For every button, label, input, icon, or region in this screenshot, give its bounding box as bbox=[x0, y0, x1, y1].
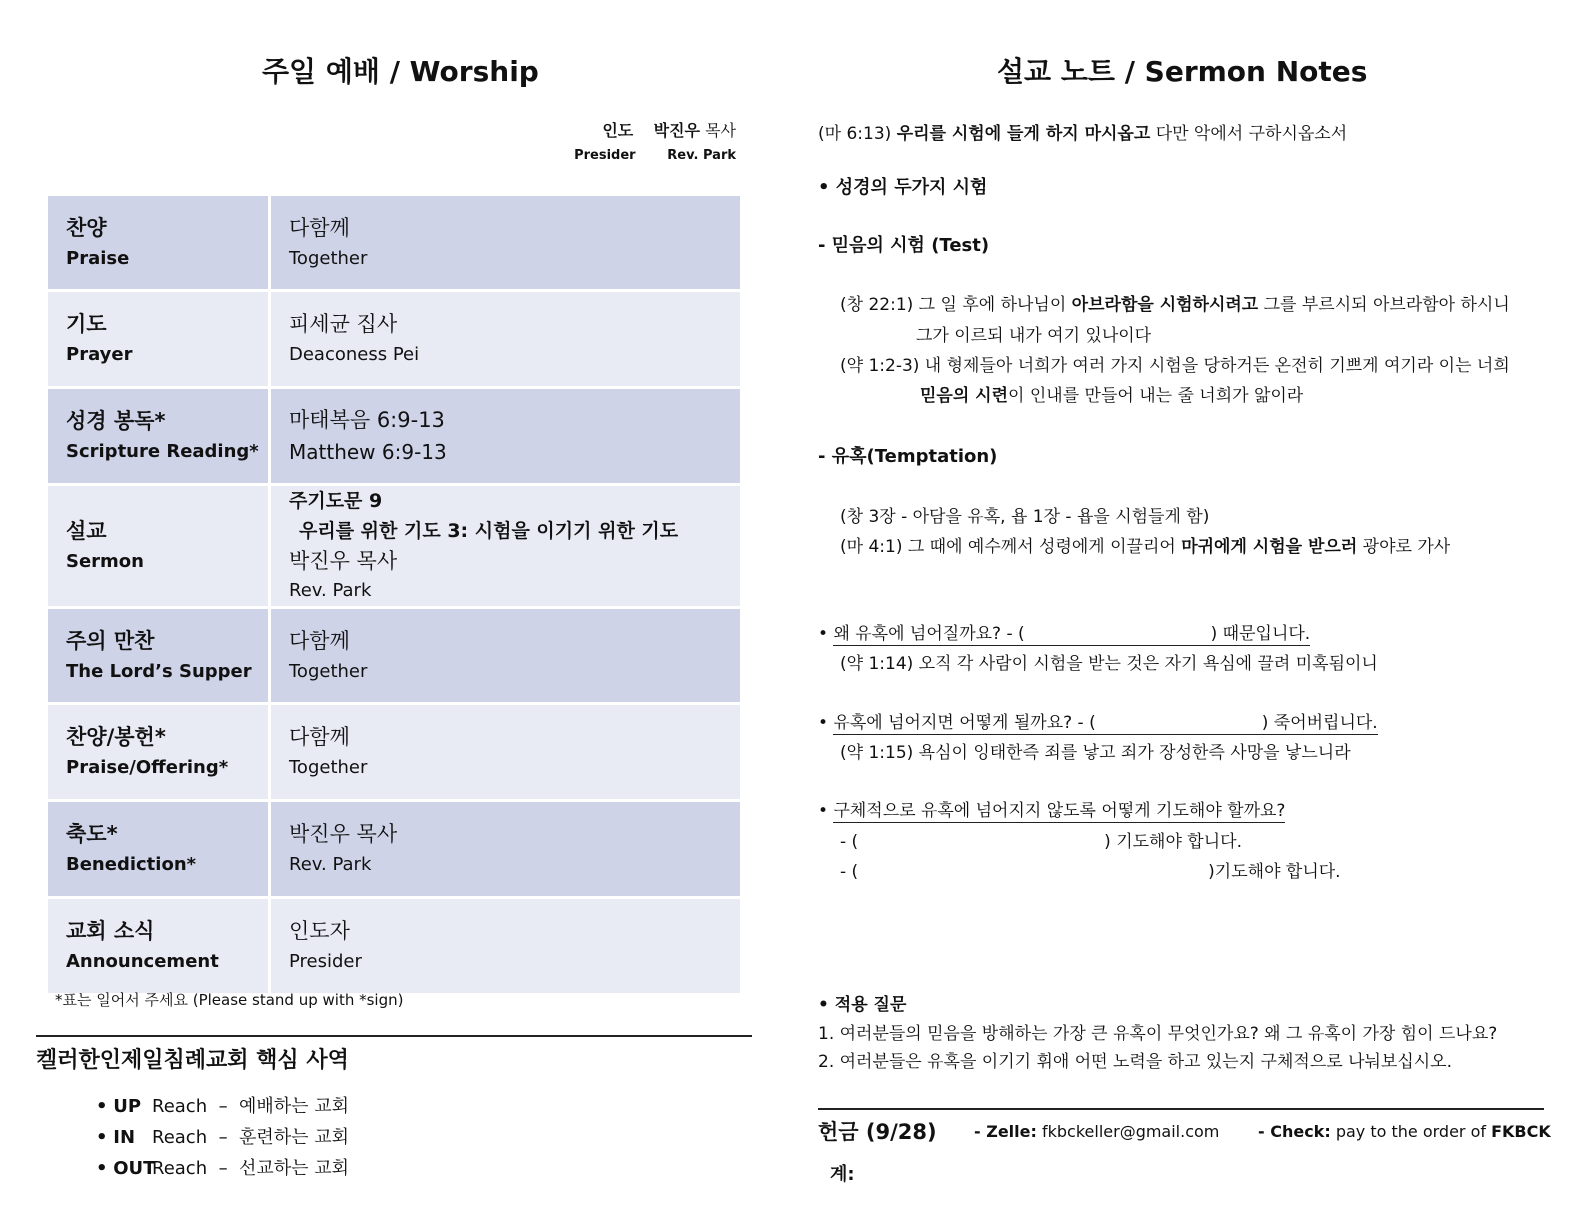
line-text: )기도해야 합니다. bbox=[1208, 862, 1341, 882]
verse-gen3: (창 3장 - 아담을 유혹, 욥 1장 - 욥을 시험들게 함) bbox=[840, 507, 1210, 527]
row-value-ko: 피세균 집사 bbox=[289, 312, 398, 336]
apply-question-2: 2. 여러분들은 유혹을 이기기 휘애 어떤 노력을 하고 있는지 구체적으로 나눠보십시오. bbox=[818, 1052, 1453, 1072]
verse-bold: 마귀에게 시험을 받으러 bbox=[1181, 537, 1358, 557]
bullet: • bbox=[818, 713, 829, 733]
core-desc: 선교하는 교회 bbox=[239, 1158, 350, 1179]
presider-label-ko: 인도 bbox=[602, 121, 634, 140]
row-label-ko: 주의 만찬 bbox=[66, 628, 155, 653]
stand-note: *표는 일어서 주세요 (Please stand up with *sign) bbox=[55, 991, 404, 1009]
row-label-en: Praise bbox=[66, 247, 130, 269]
presider-name-en: Rev. Park bbox=[667, 148, 736, 163]
core-ministry-title: 켈러한인제일침례교회 핵심 사역 bbox=[36, 1048, 349, 1073]
order-row-scripture bbox=[47, 388, 742, 485]
question-how-pray bbox=[818, 796, 1285, 821]
verse-text: 그를 부르시되 아브라함아 하시니 bbox=[1258, 295, 1510, 315]
row-label-en: Scripture Reading* bbox=[66, 441, 259, 462]
core-reach: Reach bbox=[152, 1158, 208, 1179]
offering-zelle bbox=[974, 1122, 1219, 1141]
core-item-out: • OUTReach – 선교하는 교회 bbox=[96, 1158, 350, 1179]
row-value-en: Presider bbox=[289, 951, 362, 972]
question-text: 왜 유혹에 넘어질까요? - ( bbox=[833, 624, 1025, 644]
verse-text: (마 4:1) 그 때에 예수께서 성령에게 이끌리어 bbox=[840, 537, 1182, 557]
row-value-ko: 인도자 bbox=[289, 919, 350, 943]
core-item-in: • IN Reach – 훈련하는 교회 bbox=[96, 1127, 350, 1148]
order-row-sermon bbox=[47, 485, 742, 608]
row-label-ko: 교회 소식 bbox=[66, 919, 155, 943]
question-text: ) 때문입니다. bbox=[1210, 624, 1311, 644]
core-desc: 훈련하는 교회 bbox=[239, 1127, 350, 1148]
row-label-en: Announcement bbox=[66, 951, 219, 972]
offering-title: 헌금 (9/28) bbox=[818, 1120, 937, 1144]
row-value-ko: 다함께 bbox=[289, 215, 350, 240]
core-item-up: • UP Reach – 예배하는 교회 bbox=[96, 1096, 350, 1117]
verse-ref: (마 6:13) bbox=[818, 124, 892, 144]
order-row-prayer bbox=[47, 291, 742, 388]
core-desc: 예배하는 교회 bbox=[239, 1096, 350, 1117]
line-text: - ( bbox=[840, 832, 859, 852]
row-label-ko: 성경 봉독* bbox=[66, 409, 166, 433]
row-value-en: Matthew 6:9-13 bbox=[289, 440, 447, 464]
row-value-ko: 다함께 bbox=[289, 628, 350, 653]
row-label-en: Benediction* bbox=[66, 854, 197, 875]
row-value-en: Together bbox=[289, 757, 368, 778]
heading-temptation: - 유혹(Temptation) bbox=[818, 446, 998, 467]
question-why-fall bbox=[818, 619, 1310, 644]
apply-question-1: 1. 여러분들의 믿음을 방해하는 가장 큰 유혹이 무엇인가요? 왜 그 유혹이 가장 힘이 드나요? bbox=[818, 1024, 1498, 1044]
verse-gen22-cont: 그가 이르되 내가 여기 있나이다 bbox=[916, 326, 1152, 346]
presider-title-ko: 목사 bbox=[705, 121, 736, 140]
presider-sub bbox=[574, 148, 736, 163]
question-what-happens bbox=[818, 708, 1378, 733]
row-label-ko: 찬양/봉헌* bbox=[66, 725, 166, 749]
bullet: • bbox=[818, 801, 829, 821]
verse-jas1-cont bbox=[920, 381, 1303, 406]
presider-line bbox=[602, 118, 736, 141]
bullet-two-tests: • 성경의 두가지 시험 bbox=[818, 177, 988, 198]
sermon-notes-title: 설교 노트 / Sermon Notes bbox=[997, 55, 1368, 88]
core-dash: – bbox=[218, 1096, 228, 1117]
check-text: pay to the order of bbox=[1335, 1122, 1486, 1141]
core-dash: – bbox=[218, 1158, 228, 1179]
core-tag: OUT bbox=[113, 1158, 156, 1179]
core-dash: – bbox=[218, 1127, 228, 1148]
sermon-subtitle: 우리를 위한 기도 3: 시험을 이기기 위한 기도 bbox=[299, 520, 679, 542]
sermon-title: 주기도문 9 bbox=[289, 490, 383, 512]
offering-check bbox=[1258, 1122, 1551, 1141]
presider-label-en: Presider bbox=[574, 148, 636, 163]
row-value-en: Deaconess Pei bbox=[289, 344, 420, 365]
row-value-en: Rev. Park bbox=[289, 580, 372, 601]
core-tag: IN bbox=[113, 1127, 136, 1148]
row-value-ko: 다함께 bbox=[289, 725, 350, 749]
question-text: 구체적으로 유혹에 넘어지지 않도록 어떻게 기도해야 할까요? bbox=[833, 801, 1286, 821]
key-verse bbox=[818, 119, 1347, 144]
row-label-en: Sermon bbox=[66, 551, 144, 572]
verse-bold: 아브라함을 시험하시려고 bbox=[1071, 295, 1259, 315]
line-text: ) 기도해야 합니다. bbox=[1104, 832, 1242, 852]
zelle-email: fkbckeller@gmail.com bbox=[1041, 1122, 1220, 1141]
row-label-ko: 축도* bbox=[66, 822, 118, 846]
row-value-en: Together bbox=[289, 247, 368, 269]
order-of-worship-table bbox=[45, 193, 743, 996]
verse-text: 광야로 가사 bbox=[1357, 537, 1451, 557]
verse-gen22 bbox=[840, 290, 1510, 315]
offering-total-label: 계: bbox=[830, 1164, 855, 1185]
check-payee: FKBCK bbox=[1491, 1122, 1551, 1141]
row-label-en: Praise/Offering* bbox=[66, 757, 229, 778]
verse-text: (창 22:1) 그 일 후에 하나님이 bbox=[840, 295, 1072, 315]
verse-jas1-15: (약 1:15) 욕심이 잉태한즉 죄를 낳고 죄가 장성한즉 사망을 낳느니라 bbox=[840, 743, 1351, 763]
verse-rest: 다만 악에서 구하시옵소서 bbox=[1155, 124, 1348, 144]
question-text: 유혹에 넘어지면 어떻게 될까요? - ( bbox=[833, 713, 1096, 733]
row-label-ko: 설교 bbox=[66, 519, 107, 543]
order-row-lords-supper bbox=[47, 608, 742, 704]
worship-title: 주일 예배 / Worship bbox=[262, 55, 539, 88]
order-row-praise bbox=[47, 195, 742, 291]
core-tag: UP bbox=[113, 1096, 142, 1117]
verse-mt4 bbox=[840, 532, 1450, 557]
presider-name-ko: 박진우 bbox=[653, 121, 700, 140]
zelle-label: - Zelle: bbox=[974, 1122, 1037, 1141]
verse-text: 이 인내를 만들어 내는 줄 너희가 앎이라 bbox=[1008, 386, 1304, 406]
order-row-offering bbox=[47, 704, 742, 801]
divider-right bbox=[818, 1108, 1544, 1110]
verse-jas1: (약 1:2-3) 내 형제들아 너희가 여러 가지 시험을 당하거든 온전히 기쁘게 여기라 이는 너희 bbox=[840, 356, 1510, 376]
prayer-line-1 bbox=[840, 827, 1242, 852]
row-value-ko: 마태복음 6:9-13 bbox=[289, 408, 445, 432]
row-label-en: The Lord’s Supper bbox=[66, 660, 252, 682]
row-label-ko: 기도 bbox=[66, 312, 107, 336]
question-text: ) 죽어버립니다. bbox=[1261, 713, 1378, 733]
order-row-benediction bbox=[47, 801, 742, 898]
row-label-ko: 찬양 bbox=[66, 215, 107, 240]
heading-faith-test: - 믿음의 시험 (Test) bbox=[818, 235, 990, 256]
divider-left bbox=[36, 1035, 752, 1037]
check-label: - Check: bbox=[1258, 1122, 1331, 1141]
row-value-ko: 박진우 목사 bbox=[289, 549, 398, 573]
line-text: - ( bbox=[840, 862, 859, 882]
row-value-en: Rev. Park bbox=[289, 854, 372, 875]
core-reach: Reach bbox=[152, 1096, 208, 1117]
bullet: • bbox=[818, 624, 829, 644]
row-label-en: Prayer bbox=[66, 344, 133, 365]
verse-bold: 우리를 시험에 들게 하지 마시옵고 bbox=[896, 124, 1151, 144]
prayer-line-2 bbox=[840, 857, 1341, 882]
order-row-announcement bbox=[47, 898, 742, 995]
apply-title: • 적용 질문 bbox=[818, 995, 907, 1015]
row-value-en: Together bbox=[289, 660, 368, 682]
verse-bold: 믿음의 시련 bbox=[920, 386, 1009, 406]
core-reach: Reach bbox=[152, 1127, 208, 1148]
row-value-ko: 박진우 목사 bbox=[289, 822, 398, 846]
verse-jas1-14: (약 1:14) 오직 각 사람이 시험을 받는 것은 자기 욕심에 끌려 미혹됨이니 bbox=[840, 654, 1378, 674]
